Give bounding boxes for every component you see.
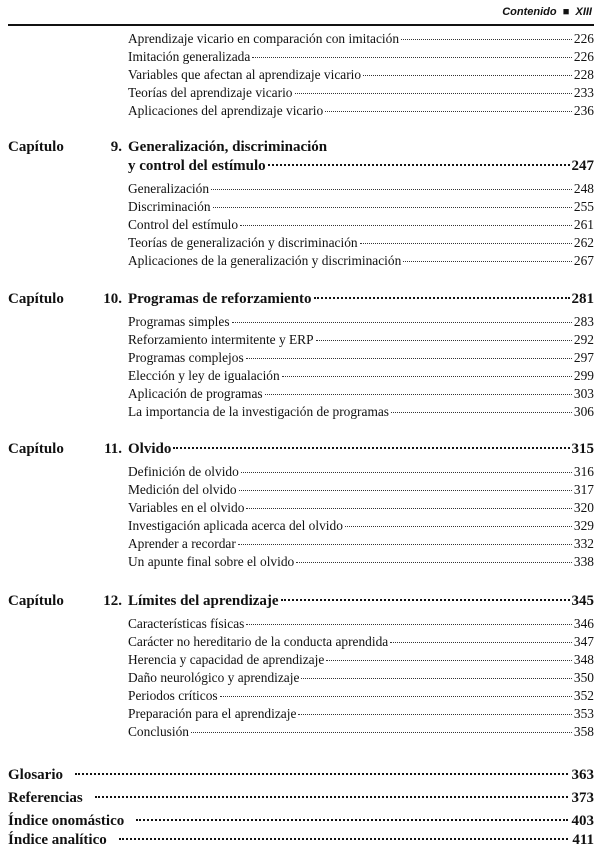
dot-leader	[136, 819, 567, 821]
entry-title: Control del estímulo	[128, 217, 239, 232]
entry-page: 350	[573, 670, 594, 685]
chapter-9-title-line1	[128, 138, 594, 156]
entry-title: Reforzamiento intermitente y ERP	[128, 332, 314, 347]
dot-leader	[390, 642, 572, 643]
entry-title: Carácter no hereditario de la conducta aprendida	[128, 634, 389, 649]
toc-entry[interactable]	[128, 199, 594, 215]
chapter-11-title-text: Olvido	[128, 441, 172, 457]
chapter-10-number: 10.	[103, 291, 122, 307]
entry-page: 306	[573, 404, 594, 419]
dot-leader	[241, 472, 572, 473]
toc-entry[interactable]	[128, 181, 594, 197]
dot-leader	[360, 243, 572, 244]
dot-leader	[252, 57, 572, 58]
toc-entry[interactable]	[128, 85, 594, 101]
dot-leader	[326, 660, 572, 661]
back-matter-page: 363	[571, 767, 594, 783]
entry-title: Aplicaciones del aprendizaje vicario	[128, 103, 324, 118]
entry-title: Un apunte final sobre el olvido	[128, 554, 295, 569]
toc-entry[interactable]	[128, 103, 594, 119]
back-matter-glosario[interactable]	[8, 766, 594, 784]
running-head	[8, 4, 594, 26]
chapter-11-label: Capítulo	[8, 441, 64, 457]
chapter-9-title[interactable]	[128, 157, 594, 175]
back-matter-referencias[interactable]	[8, 789, 594, 807]
dot-leader	[281, 599, 570, 601]
entry-title: Aprender a recordar	[128, 536, 236, 551]
dot-leader	[301, 678, 572, 679]
dot-leader	[95, 796, 568, 798]
dot-leader	[191, 732, 572, 733]
toc-entry[interactable]	[128, 688, 594, 704]
dot-leader	[268, 164, 570, 166]
entry-title: Preparación para el aprendizaje	[128, 706, 297, 721]
dot-leader	[239, 490, 572, 491]
entry-title: Conclusión	[128, 724, 190, 739]
entry-page: 262	[573, 235, 594, 250]
toc-entry[interactable]	[128, 217, 594, 233]
entry-title: Aplicaciones de la generalización y discriminación	[128, 253, 402, 268]
toc-entry[interactable]	[128, 31, 594, 47]
entry-page: 236	[573, 103, 594, 118]
dot-leader	[391, 412, 572, 413]
chapter-9-page: 247	[571, 158, 594, 174]
toc-entry[interactable]	[128, 350, 594, 366]
entry-page: 338	[573, 554, 594, 569]
dot-leader	[298, 714, 572, 715]
dot-leader	[363, 75, 572, 76]
dot-leader	[314, 297, 570, 299]
entry-page: 226	[573, 31, 594, 46]
dot-leader	[345, 526, 572, 527]
entry-page: 353	[573, 706, 594, 721]
entry-page: 228	[573, 67, 594, 82]
back-matter-title: Referencias	[8, 790, 83, 806]
dot-leader	[296, 562, 572, 563]
entry-title: Teorías de generalización y discriminación	[128, 235, 358, 250]
dot-leader	[403, 261, 572, 262]
chapter-9-label: Capítulo	[8, 139, 64, 155]
dot-leader	[213, 207, 572, 208]
entry-page: 261	[573, 217, 594, 232]
toc-entry[interactable]	[128, 482, 594, 498]
toc-entry[interactable]	[128, 706, 594, 722]
toc-entry[interactable]	[128, 518, 594, 534]
chapter-10-title[interactable]	[128, 290, 594, 308]
toc-entry[interactable]	[128, 536, 594, 552]
toc-entry[interactable]	[128, 332, 594, 348]
entry-page: 332	[573, 536, 594, 551]
chapter-12-title-text: Límites del aprendizaje	[128, 593, 279, 609]
entry-title: Teorías del aprendizaje vicario	[128, 85, 293, 100]
entry-title: Variables que afectan al aprendizaje vicario	[128, 67, 362, 82]
entry-title: Aplicación de programas	[128, 386, 263, 401]
chapter-9-title-text-1: Generalización, discriminación	[128, 139, 328, 155]
chapter-11-number: 11.	[104, 441, 122, 457]
entry-page: 316	[573, 464, 594, 479]
dot-leader	[75, 773, 568, 775]
chapter-12-page: 345	[571, 593, 594, 609]
chapter-11-page: 315	[571, 441, 594, 457]
toc-entry[interactable]	[128, 464, 594, 480]
toc-entry[interactable]	[128, 500, 594, 516]
entry-page: 226	[573, 49, 594, 64]
entry-page: 317	[573, 482, 594, 497]
back-matter-page: 403	[571, 813, 594, 829]
entry-page: 303	[573, 386, 594, 401]
back-matter-title: Índice analítico	[8, 832, 107, 848]
entry-page: 283	[573, 314, 594, 329]
entry-page: 347	[573, 634, 594, 649]
toc-entry[interactable]	[128, 554, 594, 570]
dot-leader	[246, 508, 572, 509]
entry-title: Variables en el olvido	[128, 500, 245, 515]
back-matter-indice-analitico[interactable]	[8, 831, 594, 849]
chapter-12-number: 12.	[103, 593, 122, 609]
toc-entry[interactable]	[128, 634, 594, 650]
dot-leader	[211, 189, 572, 190]
entry-title: Definición de olvido	[128, 464, 239, 479]
toc-entry[interactable]	[128, 386, 594, 402]
toc-entry[interactable]	[128, 652, 594, 668]
toc-entry[interactable]	[128, 616, 594, 632]
chapter-10-title-text: Programas de reforzamiento	[128, 291, 312, 307]
dot-leader	[173, 447, 569, 449]
entry-title: Características físicas	[128, 616, 245, 631]
dot-leader	[265, 394, 572, 395]
entry-page: 329	[573, 518, 594, 533]
dot-leader	[295, 93, 572, 94]
entry-page: 297	[573, 350, 594, 365]
chapter-9-title-text-2: y control del estímulo	[128, 158, 266, 174]
dot-leader	[232, 322, 572, 323]
dot-leader	[220, 696, 572, 697]
entry-title: Medición del olvido	[128, 482, 237, 497]
entry-page: 248	[573, 181, 594, 196]
chapter-9-number: 9.	[110, 139, 122, 155]
chapter-11-title[interactable]	[128, 440, 594, 458]
dot-leader	[119, 838, 569, 840]
dot-leader	[325, 111, 572, 112]
running-head-text: Contenido ■ XIII	[502, 6, 592, 18]
toc-entry[interactable]	[128, 235, 594, 251]
dot-leader	[316, 340, 572, 341]
entry-title: Periodos críticos	[128, 688, 218, 703]
entry-title: Elección y ley de igualación	[128, 368, 280, 383]
toc-entry[interactable]	[128, 670, 594, 686]
dot-leader	[238, 544, 572, 545]
entry-page: 233	[573, 85, 594, 100]
chapter-10-label: Capítulo	[8, 291, 64, 307]
toc-entry[interactable]	[128, 67, 594, 83]
toc-entry[interactable]	[128, 404, 594, 420]
entry-title: Discriminación	[128, 199, 211, 214]
toc-entry[interactable]	[128, 724, 594, 740]
dot-leader	[246, 358, 572, 359]
back-matter-page: 411	[572, 832, 594, 848]
entry-page: 320	[573, 500, 594, 515]
entry-page: 352	[573, 688, 594, 703]
chapter-12-title[interactable]	[128, 592, 594, 610]
dot-leader	[246, 624, 572, 625]
toc-entry[interactable]	[128, 49, 594, 65]
entry-title: Generalización	[128, 181, 210, 196]
entry-page: 299	[573, 368, 594, 383]
chapter-10-page: 281	[571, 291, 594, 307]
entry-title: Aprendizaje vicario en comparación con imitación	[128, 31, 400, 46]
entry-title: Investigación aplicada acerca del olvido	[128, 518, 343, 533]
entry-page: 346	[573, 616, 594, 631]
entry-title: Daño neurológico y aprendizaje	[128, 670, 300, 685]
back-matter-title: Glosario	[8, 767, 63, 783]
dot-leader	[401, 39, 572, 40]
back-matter-title: Índice onomástico	[8, 813, 125, 829]
entry-title: La importancia de la investigación de programas	[128, 404, 390, 419]
toc-entry[interactable]	[128, 253, 594, 269]
entry-page: 348	[573, 652, 594, 667]
entry-title: Herencia y capacidad de aprendizaje	[128, 652, 325, 667]
back-matter-indice-onomastico[interactable]	[8, 812, 594, 830]
entry-title: Programas simples	[128, 314, 230, 329]
entry-page: 267	[573, 253, 594, 268]
dot-leader	[240, 225, 572, 226]
toc-entry[interactable]	[128, 368, 594, 384]
chapter-12-label: Capítulo	[8, 593, 64, 609]
entry-title: Programas complejos	[128, 350, 244, 365]
entry-page: 255	[573, 199, 594, 214]
entry-page: 292	[573, 332, 594, 347]
entry-page: 358	[573, 724, 594, 739]
toc-entry[interactable]	[128, 314, 594, 330]
entry-title: Imitación generalizada	[128, 49, 251, 64]
back-matter-page: 373	[571, 790, 594, 806]
dot-leader	[282, 376, 572, 377]
